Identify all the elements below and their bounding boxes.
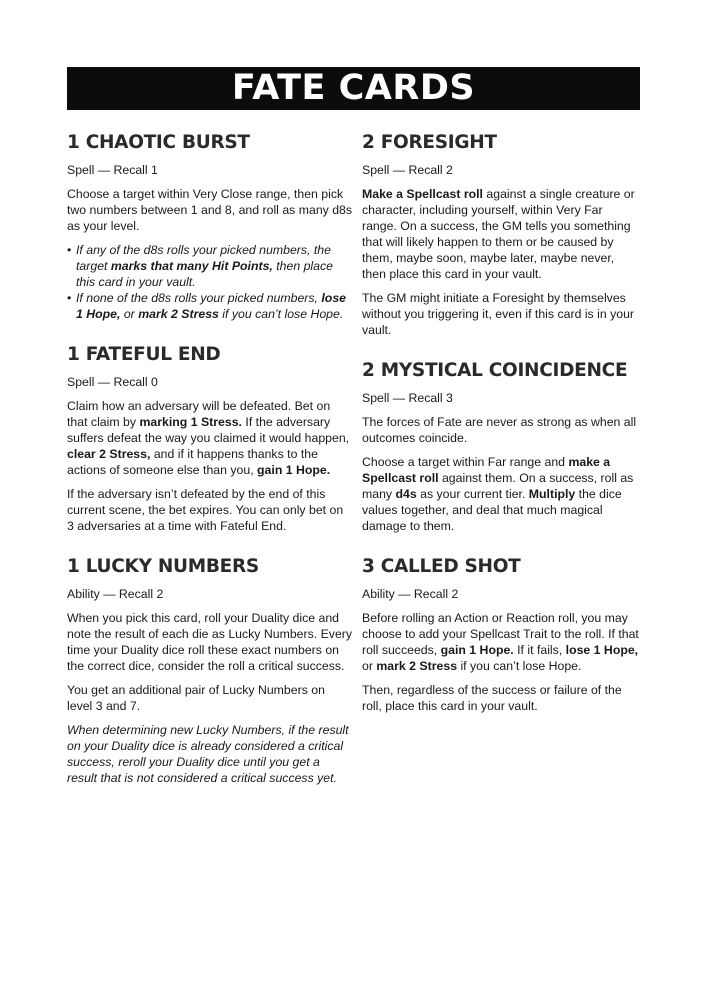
text-run: If any of the d8s rolls your picked numbers, the target	[76, 243, 331, 273]
bold-text: mark 2 Stress	[376, 659, 458, 673]
text-run: if you can’t lose Hope.	[457, 659, 582, 673]
text-run: If the adversary suffers defeat the way you claimed it would happen,	[67, 415, 350, 445]
text-run: If it fails,	[513, 643, 566, 657]
text-run: When you pick this card, roll your Duality dice and note the result of each die as Lucky Numbers. Every time your Duality dice roll these exact numbers on the correct dice, consider the roll a critical success.	[67, 611, 353, 673]
card-title: 2 FORESIGHT	[362, 132, 497, 153]
text-run: The GM might initiate a Foresight by themselves without you triggering it, even if this card is in your vault.	[362, 291, 635, 337]
text-run: or	[120, 307, 139, 321]
card-bullet	[67, 242, 353, 290]
text-run: or	[362, 659, 377, 673]
text-run: Claim how an adversary will be defeated. Bet on that claim by	[67, 399, 331, 429]
card-subtitle: Spell — Recall 3	[362, 391, 453, 405]
bold-text: gain 1 Hope.	[257, 463, 331, 477]
card-paragraph	[362, 682, 640, 714]
card-paragraph	[362, 454, 640, 534]
card-title: 1 LUCKY NUMBERS	[67, 556, 259, 577]
page-title: FATE CARDS	[231, 68, 476, 108]
card-subtitle: Spell — Recall 0	[67, 375, 158, 389]
card-paragraph	[67, 398, 353, 478]
card-italic-note: When determining new Lucky Numbers, if the result on your Duality dice is already considered a critical success, reroll your Duality dice until you get a result that is not considered a critical success yet.	[67, 723, 349, 785]
bold-text: d4s	[395, 487, 417, 501]
card-2-mystical-coincidence	[362, 360, 640, 534]
right-column	[362, 132, 640, 736]
card-title: 1 CHAOTIC BURST	[67, 132, 250, 153]
page-title-banner	[67, 67, 640, 110]
card-paragraph	[362, 186, 640, 282]
text-run: The forces of Fate are never as strong as when all outcomes coincide.	[362, 415, 637, 445]
card-title: 3 CALLED SHOT	[362, 556, 521, 577]
text-run: the dice values together, and deal that much magical damage to them.	[362, 487, 622, 533]
card-subtitle: Ability — Recall 2	[362, 587, 459, 601]
card-paragraph	[362, 414, 640, 446]
text-run: and if it happens thanks to the actions of someone else than you,	[67, 447, 318, 477]
card-1-lucky-numbers	[67, 556, 353, 786]
text-run: Choose a target within Far range and	[362, 455, 569, 469]
bold-text: gain 1 Hope.	[440, 643, 514, 657]
card-subtitle: Ability — Recall 2	[67, 587, 164, 601]
card-paragraph	[67, 682, 353, 714]
card-subtitle: Spell — Recall 1	[67, 163, 158, 177]
card-3-called-shot	[362, 556, 640, 714]
text-run: against them. On a success, roll as many	[362, 471, 634, 501]
left-column	[67, 132, 353, 808]
bold-text: lose 1 Hope,	[565, 643, 639, 657]
text-run: You get an additional pair of Lucky Numbers on level 3 and 7.	[67, 683, 325, 713]
text-run: if you can’t lose Hope.	[218, 307, 344, 321]
text-run: Choose a target within Very Close range, then pick two numbers between 1 and 8, and roll as many d8s as your level.	[67, 187, 353, 233]
card-paragraph	[362, 610, 640, 674]
card-paragraph	[362, 290, 640, 338]
text-run: as your current tier.	[416, 487, 529, 501]
card-paragraph	[67, 486, 353, 534]
text-run: Then, regardless of the success or failure of the roll, place this card in your vault.	[362, 683, 622, 713]
text-run: If none of the d8s rolls your picked numbers,	[76, 291, 322, 305]
card-subtitle: Spell — Recall 2	[362, 163, 453, 177]
text-run: Before rolling an Action or Reaction roll, you may choose to add your Spellcast Trait to the roll. If that roll succeeds,	[362, 611, 639, 657]
text-run: then place this card in your vault.	[76, 259, 333, 289]
card-title: 1 FATEFUL END	[67, 344, 221, 365]
bold-text: marking 1 Stress.	[139, 415, 242, 429]
text-run: against a single creature or character, including yourself, within Very Far range. On a success, the GM tells you something that will likely happen to them or be caused by them, maybe soon, maybe later, maybe never, then place this card in your vault.	[362, 187, 635, 281]
bold-text: marks that many Hit Points,	[110, 259, 273, 273]
card-paragraph	[67, 610, 353, 674]
card-bullet	[67, 290, 353, 322]
bold-text: Make a Spellcast roll	[362, 187, 483, 201]
text-run: If the adversary isn’t defeated by the end of this current scene, the bet expires. You can only bet on 3 adversaries at a time with Fateful End.	[67, 487, 344, 533]
bold-text: clear 2 Stress,	[67, 447, 151, 461]
bold-text: lose 1 Hope,	[76, 291, 346, 321]
card-1-fateful-end	[67, 344, 353, 534]
bold-text: mark 2 Stress	[138, 307, 219, 321]
bold-text: make a Spellcast roll	[362, 455, 611, 485]
bold-text: Multiply	[528, 487, 576, 501]
card-2-foresight	[362, 132, 640, 338]
card-1-chaotic-burst	[67, 132, 353, 322]
card-paragraph	[67, 186, 353, 234]
card-bullet-list	[67, 242, 353, 322]
card-title: 2 MYSTICAL COINCIDENCE	[362, 360, 628, 381]
